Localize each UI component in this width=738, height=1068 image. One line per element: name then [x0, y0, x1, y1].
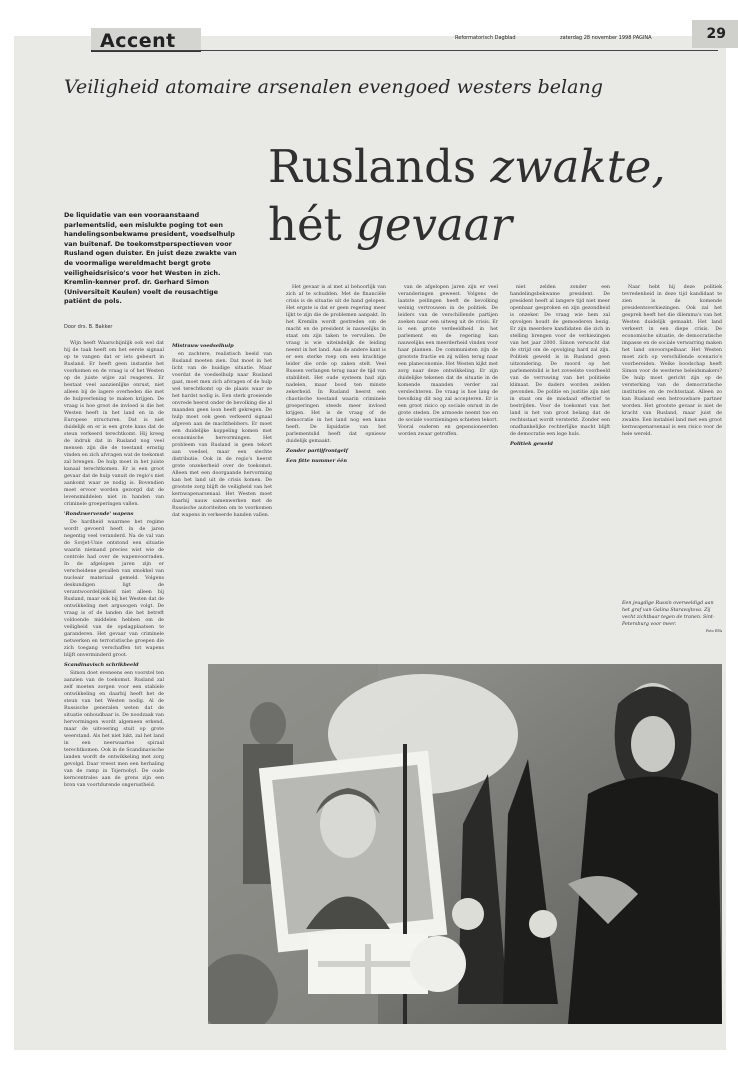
paragraph: De hardheid waarmee het regime wordt gevoerd heeft in de jaren negentig veel veranderd. Na de val van de Sovjet-Unie ontstond een situatie waarin niemand precies wist wie de controle had over de wapenvoorraden. In de afgelopen jaren zijn er verscheidene gevallen van smokkel van nucleair materiaal gemeld. Volgens deskundigen ligt de verantwoordelijkheid niet alleen bij Rusland, maar ook bij het Westen dat de ontwikkeling met argusogen volgt. De vraag is of de landen die het betreft voldoende middelen hebben om de veiligheid van de opslagplaatsen te garanderen. Het gevaar van criminele netwerken en terroristische groepen die zich toegang verschaffen tot wapens blijft onverminderd groot.	[64, 520, 164, 658]
text-column-4	[398, 284, 498, 670]
newspaper-name: Reformatorisch Dagblad	[455, 35, 516, 41]
paragraph: Het gevaar is al met al behoorlijk van zich af te schudden. Met de financiële crisis is de situatie uit de hand gelopen. Het ergste is dat er geen regering meer lijkt te zijn die de problemen aanpakt. In het Kremlin wordt gestreden om de macht en de president is nauwelijks in staat om zijn taken te vervullen. De vraag is wie uiteindelijk de leiding neemt in het land. Aan de andere kant is er een sterke roep om een krachtige leider die orde op zaken stelt. Veel Russen verlangen terug naar de tijd van stabiliteit. Het oude systeem had zijn nadelen, maar bood ten minste zekerheid. In Rusland heerst een chaotische toestand waarin criminele groeperingen steeds meer invloed krijgen. Het is de vraag of de democratie in het land nog een kans heeft. De liquidatie van het parlementslid heeft dat opnieuw duidelijk gemaakt.	[286, 285, 386, 444]
text-column-2	[172, 340, 272, 670]
subheading: Zonder partijfrontgelf	[286, 448, 348, 454]
page-number: 29	[706, 26, 726, 42]
subheading: 'Rondzwervende' wapens	[64, 511, 134, 517]
paragraph: Wijn heeft Waarschijnlijk ook wel dat hij de taak heeft om het eerste signaal op te vangen dat er iets gebeurt in Rusland. Er heeft geen instantie het voorkomen en de vraag is of het Westen op de juiste wijze zal reageren. Er bestaat veel aanzienlijke onrust, niet alleen bij de lagere overheden die met de hulpverlening te maken krijgen. De vraag is hoe groot de invloed is die het Westen heeft in het land en in de Europese structuren. Dat is niet duidelijk en er is een grote kans dat de steun verkeerd terechtkomt. Hij kreeg de indruk dat in Rusland nog veel mensen zijn die de toestand ernstig vinden en zich afvragen wat de toekomst zal brengen. De hulp moet in het juiste kanaal terechtkomen. Er is een groot gevaar dat de hulp vanuit de regio's niet aankomt waar ze nodig is. Bovendien moet ervoor worden gezorgd dat de levensmiddelen niet in handen van criminele groeperingen vallen.	[64, 341, 164, 507]
text-column-3	[286, 284, 386, 670]
text-column-1	[64, 340, 164, 1008]
paragraph: en zachtere, realistisch beeld van Rusland moeten zien. Dat moet in het licht van de huidige situatie. Maar voordat de voedselhulp naar Rusland gaat, moet men zich afvragen of de hulp wel terechtkomt op de plaats waar ze het hardst nodig is. Een sterk groeiende onvrede heerst onder de bevolking die al maanden geen loon heeft gekregen. De hulp moet ook geen verkeerd signaal afgeven aan de machthebbers. Er moet een duidelijke koppeling komen met economische hervormingen. Het probleem van Rusland is geen tekort aan voedsel, maar een slechte distributie. Ook in de regio's heerst grote onzekerheid over de toekomst. Alleen met een doorgaande hervorming kan het land uit de crisis komen. De grootste zorg blijft de veiligheid van het kernwapenarsenaal. Het Westen moet daarbij nauw samenwerken met de Russische autoriteiten om te voorkomen dat wapens in verkeerde handen vallen.	[172, 352, 272, 518]
header-rule	[92, 50, 718, 51]
article-title: Ruslands zwakte, hét gevaar	[268, 140, 666, 251]
paragraph: van de afgelopen jaren zijn er veel veranderingen geweest. Volgens de laatste peilingen heeft de bevolking weinig vertrouwen in de politiek. De leiders van de verschillende partijen zoeken naar een uitweg uit de crisis. Er is een grote verdeeldheid in het parlement en de regering kan nauwelijks een meerderheid vinden voor haar plannen. De communisten zijn de grootste fractie en zij willen terug naar een planeconomie. Het Westen kijkt met zorg naar deze ontwikkeling. Er zijn duidelijke tekenen dat de situatie in de komende maanden verder zal verslechteren. De vraag is hoe lang de bevolking dit nog zal accepteren. Er is een groot risico op sociale onrust in de grote steden. De armoede neemt toe en de sociale voorzieningen schieten tekort. Vooral ouderen en gepensioneerden worden zwaar getroffen.	[398, 285, 498, 437]
subheading: Mistrauw voedselhulp	[172, 343, 234, 349]
text-column-6	[622, 284, 722, 596]
byline: Door drs. B. Bakker	[64, 324, 113, 330]
photo-caption: Een jeugdige Russin overweldigd aan het graf van Galina Staravojtova. Zij vecht zichtbaar tegen de tranen. Sint-Petersburg voor meer. Foto EPA	[622, 601, 722, 633]
funeral-photo-drawing	[208, 664, 722, 1024]
issue-date: zaterdag 28 november 1998 PAGINA	[560, 35, 652, 41]
article-intro: De liquidatie van een vooraanstaand parlementslid, een mislukte poging tot een handelingsonbekwame president, voedselhulp van buitenaf. De toekomstperspectieven voor Rusland ogen duister. En juist deze zwakte van de voormalige wereldmacht bergt grote veiligheidsrisico's voor het Westen in zich. Kremlin-kenner prof. dr. Gerhard Simon (Universiteit Keulen) voelt de reusachtige patiënt de pols.	[64, 211, 237, 306]
paragraph: Naar hebt hij deze politiek tevredenheid in deze tijd kandidaat te zien is de komende presidentsverkiezingen. Ook zal het gesprek heeft het die dilemma's van het Westen duidelijk gemaakt. Het land verkeert in een diepe crisis. De economische situatie, de democratische impasse en de sociale verwarring maken het land onvoorspelbaar. Het Westen moet zich op verschillende scenario's voorbereiden. Welke boodschap heeft Simon voor de westerse beleidsmakers? De hulp moet gericht zijn op de versterking van de democratische instituties en de rechtsstaat. Alleen zo kan Rusland een betrouwbare partner worden. Het grootste gevaar is niet de kracht van Rusland, maar juist de zwakte. Een instabiel land met een groot kernwapenarsenaal is een risico voor de hele wereld.	[622, 285, 722, 437]
text-column-5	[510, 284, 610, 670]
subheading: Scandinavisch schrikbeeld	[64, 662, 139, 668]
paragraph: niet zelden zonder een handelingsbekwame president. De president heeft al langere tijd niet meer openbaar gesproken en zijn gezondheid is onzeker. De vraag wie hem zal opvolgen houdt de gemoederen bezig. Er zijn meerdere kandidaten die zich in stelling brengen voor de verkiezingen van het jaar 2000. Simon verwacht dat de strijd om de opvolging hard zal zijn. Politiek geweld is in Rusland geen uitzondering. De moord op het parlementslid is het zoveelste voorbeeld van de verruwing van het politieke klimaat. De daders worden zelden gevonden. De politie en justitie zijn niet in staat om de misdaad effectief te bestrijden. Voor de toekomst van het land is het van groot belang dat de rechtsstaat wordt versterkt. Zonder een onafhankelijke rechterlijke macht blijft de democratie een lege huls.	[510, 285, 610, 437]
section-name: Accent	[100, 30, 176, 52]
subheading: Politiek geweld	[510, 441, 553, 447]
article-kicker: Veiligheid atomaire arsenalen evengoed westers belang	[64, 76, 603, 98]
paragraph: Simon doet eveneens een voorstel ten aanzien van de toekomst. Rusland zal zelf moeten zorgen voor een stabiele ontwikkeling en daarbij heeft het de steun van het Westen nodig. Al de Russische generalen weten dat de situatie onhoudbaar is. De noodzaak van hervormingen wordt algemeen erkend, maar de uitvoering stuit op grote weerstand. Als het niet lukt, zal het land in een neerwaartse spiraal terechtkomen. Ook in de Scandinavische landen wordt de ontwikkeling met zorg gevolgd. Daar vreest men een herhaling van de ramp in Tsjernobyl. De oude kerncentrales aan de grens zijn een bron van voortdurende ongerustheid.	[64, 671, 164, 788]
subheading: Een fitte nummer één	[286, 458, 347, 464]
photo-credit: Foto EPA	[705, 629, 722, 633]
funeral-photo	[208, 664, 722, 1024]
